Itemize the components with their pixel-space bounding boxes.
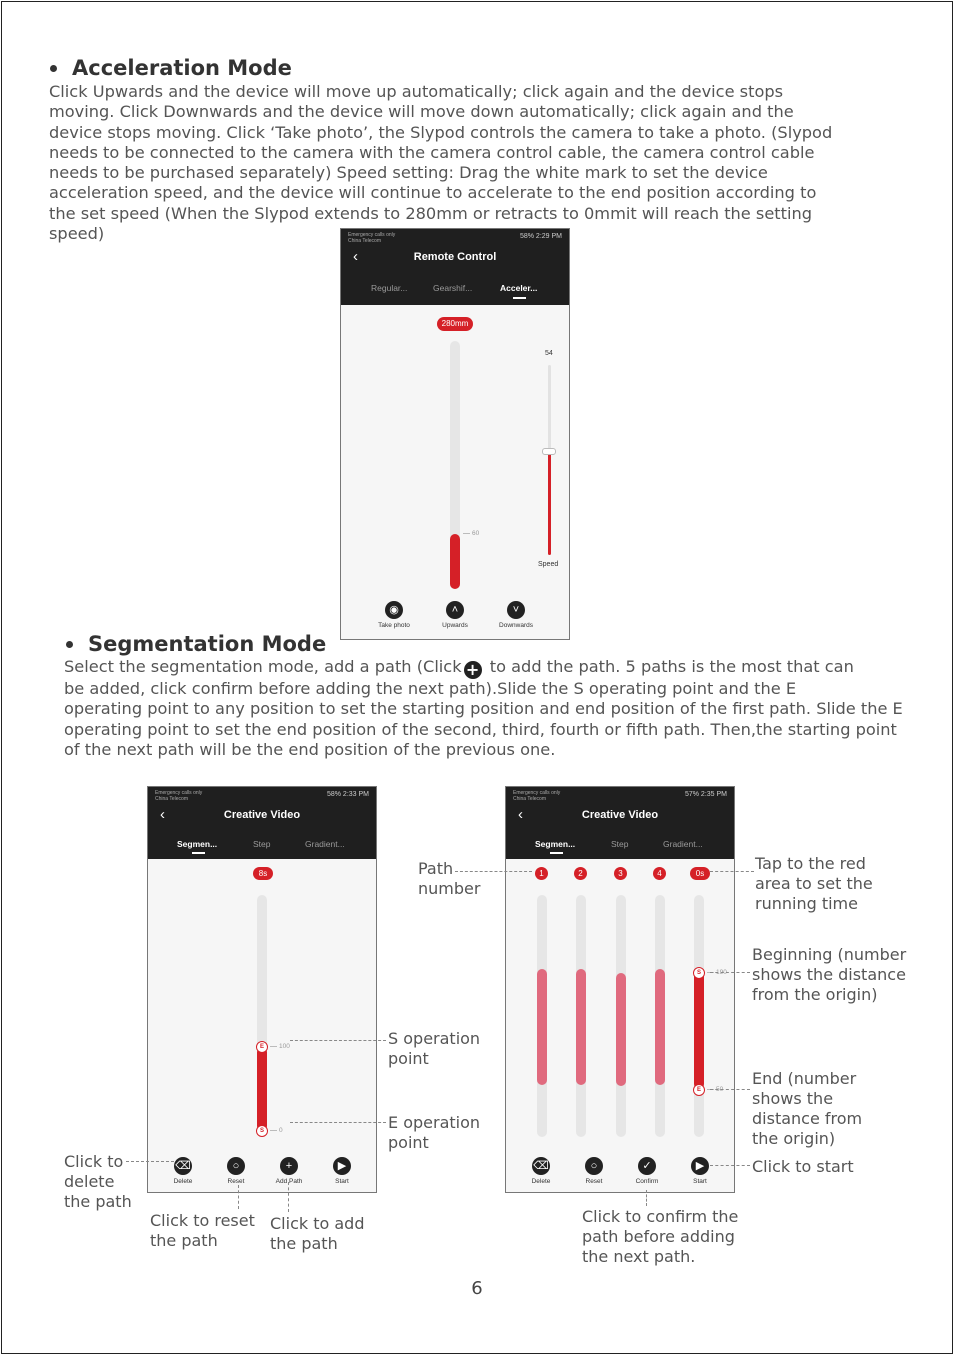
path-number-4[interactable]: 4 xyxy=(653,867,666,880)
checkmark-icon: ✓ xyxy=(638,1157,656,1175)
leader-line xyxy=(710,1089,750,1090)
tab-underline xyxy=(513,297,526,299)
leader-line xyxy=(710,871,754,872)
chevron-up-icon: ˄ xyxy=(446,601,464,619)
speed-fill xyxy=(548,452,551,555)
status-battery-time: 58% 2:33 PM xyxy=(326,791,369,798)
e-handle[interactable]: E xyxy=(693,1084,705,1096)
bullet-icon xyxy=(50,65,57,72)
path-fill-4 xyxy=(655,969,665,1085)
tab-gearshift[interactable]: Gearshif... xyxy=(433,283,473,293)
screen-title: Creative Video xyxy=(223,809,301,821)
screen-title: Creative Video xyxy=(581,809,659,821)
camera-icon: ◉ xyxy=(385,601,403,619)
tab-gradient[interactable]: Gradient... xyxy=(663,839,703,849)
back-arrow-icon[interactable]: ‹ xyxy=(518,806,523,823)
leader-line xyxy=(455,871,532,872)
back-arrow-icon[interactable]: ‹ xyxy=(160,806,165,823)
leader-line xyxy=(126,1161,174,1162)
e-value: 50 xyxy=(707,1086,723,1093)
status-battery-time: 57% 2:35 PM xyxy=(684,791,727,798)
segmentation-paragraph: Select the segmentation mode, add a path (Click + to add the path. 5 paths is the most that can be added, click confirm before adding the next path).Slide the S operating point and the E operating point to any position to set the starting position and end position of the first path. Slide the E operating point to set the end position of the second, third, fourth or fifth path. Then,the starting point of the next path will be the end position of the previous one. xyxy=(64,657,903,759)
reset-button[interactable]: ○ Reset xyxy=(206,1157,266,1185)
app-header xyxy=(341,229,569,305)
acceleration-heading: Acceleration Mode xyxy=(50,56,292,80)
creative-video-screen-single xyxy=(147,786,377,1193)
speed-label: Speed xyxy=(538,561,559,568)
leader-line xyxy=(290,1040,386,1041)
play-icon: ▶ xyxy=(691,1157,709,1175)
delete-button[interactable]: ⌫ Delete xyxy=(153,1157,213,1185)
take-photo-button[interactable]: ◉ Take photo xyxy=(364,601,424,629)
time-badge[interactable]: 0s xyxy=(690,867,710,880)
leader-line xyxy=(238,1185,239,1209)
s-value: 0 xyxy=(270,1127,283,1134)
trash-icon: ⌫ xyxy=(532,1157,550,1175)
path-fill xyxy=(257,1047,267,1131)
status-carrier: Emergency calls only China Telecom xyxy=(348,232,396,244)
s-handle[interactable]: S xyxy=(256,1125,268,1137)
callout-tap-red: Tap to the red area to set the running time xyxy=(755,854,873,913)
speed-handle[interactable] xyxy=(542,448,556,455)
tab-acceleration[interactable]: Acceler... xyxy=(500,283,538,293)
trash-icon: ⌫ xyxy=(174,1157,192,1175)
path-number-3[interactable]: 3 xyxy=(614,867,627,880)
callout-path-number: Path number xyxy=(418,859,481,898)
app-header xyxy=(148,787,376,859)
tab-gradient[interactable]: Gradient... xyxy=(305,839,345,849)
start-button[interactable]: ▶ Start xyxy=(670,1157,730,1185)
tab-underline xyxy=(550,852,563,854)
acceleration-paragraph: Click Upwards and the device will move up automatically; click again and the device stops moving. Click Downwards and the device will move down automatically; click again and the device stops moving. Click ‘Take photo’, the Slypod controls the camera to take a photo. (Slypod needs to be connected to the camera with the camera control cable, the camera control cable needs to be purchased separately) Speed setting: Drag the white mark to set the device acceleration speed, and the device will continue to accelerate to the end position according to the set speed (When the Slypod extends to 280mm or retracts to 0mmit will reach the setting speed) xyxy=(49,82,833,244)
callout-s-operation: S operation point xyxy=(388,1029,481,1068)
app-header xyxy=(506,787,734,859)
reset-button[interactable]: ○ Reset xyxy=(564,1157,624,1185)
plus-icon: + xyxy=(280,1157,298,1175)
callout-e-operation: E operation point xyxy=(388,1113,481,1152)
path-fill-1 xyxy=(537,969,547,1085)
tab-segmentation[interactable]: Segmen... xyxy=(177,839,218,849)
creative-video-screen-multi xyxy=(505,786,735,1193)
status-carrier: Emergency calls only China Telecom xyxy=(513,790,561,802)
play-icon: ▶ xyxy=(333,1157,351,1175)
tab-step[interactable]: Step xyxy=(253,839,271,849)
path-fill-2 xyxy=(576,969,586,1085)
leader-line xyxy=(290,1122,386,1123)
speed-value: 54 xyxy=(545,350,553,357)
e-value: 100 xyxy=(270,1043,290,1050)
tab-segmentation[interactable]: Segmen... xyxy=(535,839,576,849)
callout-end: End (number shows the distance from the origin) xyxy=(752,1069,863,1148)
time-badge[interactable]: 8s xyxy=(253,867,273,880)
add-path-button[interactable]: + Add Path xyxy=(259,1157,319,1185)
position-badge[interactable]: 280mm xyxy=(437,317,473,331)
screen-title: Remote Control xyxy=(413,251,497,263)
tab-step[interactable]: Step xyxy=(611,839,629,849)
s-value: 190 xyxy=(707,969,727,976)
bullet-icon xyxy=(66,641,73,648)
callout-click-start: Click to start xyxy=(752,1157,854,1176)
eraser-icon: ○ xyxy=(227,1157,245,1175)
confirm-button[interactable]: ✓ Confirm xyxy=(617,1157,677,1185)
s-handle[interactable]: S xyxy=(693,967,705,979)
path-number-2[interactable]: 2 xyxy=(574,867,587,880)
delete-button[interactable]: ⌫ Delete xyxy=(511,1157,571,1185)
e-handle[interactable]: E xyxy=(256,1041,268,1053)
path-fill-3 xyxy=(616,973,626,1086)
tab-regular[interactable]: Regular... xyxy=(371,283,408,293)
start-button[interactable]: ▶ Start xyxy=(312,1157,372,1185)
add-path-icon: + xyxy=(464,661,482,679)
chevron-down-icon: ˅ xyxy=(507,601,525,619)
path-fill-5 xyxy=(694,971,704,1089)
leader-line xyxy=(710,972,750,973)
back-arrow-icon[interactable]: ‹ xyxy=(353,248,358,265)
tab-underline xyxy=(192,852,205,854)
callout-beginning: Beginning (number shows the distance from the origin) xyxy=(752,945,907,1004)
eraser-icon: ○ xyxy=(585,1157,603,1175)
leader-line xyxy=(710,1165,750,1166)
position-tick: 60 xyxy=(463,530,479,537)
path-number-1[interactable]: 1 xyxy=(535,867,548,880)
upwards-button[interactable]: ˄ Upwards xyxy=(425,601,485,629)
leader-line xyxy=(288,1182,289,1212)
callout-click-add: Click to add the path xyxy=(270,1214,365,1253)
segmentation-heading: Segmentation Mode xyxy=(66,632,326,656)
status-carrier: Emergency calls only China Telecom xyxy=(155,790,203,802)
callout-click-delete: Click to delete the path xyxy=(64,1152,132,1211)
status-battery-time: 58% 2:29 PM xyxy=(519,233,562,240)
callout-click-reset: Click to reset the path xyxy=(150,1211,255,1250)
remote-control-screen xyxy=(340,228,570,640)
position-fill xyxy=(450,534,460,589)
callout-click-confirm: Click to confirm the path before adding the next path. xyxy=(582,1207,739,1266)
page-number: 6 xyxy=(471,1278,483,1299)
downwards-button[interactable]: ˅ Downwards xyxy=(486,601,546,629)
leader-line xyxy=(646,1190,647,1206)
